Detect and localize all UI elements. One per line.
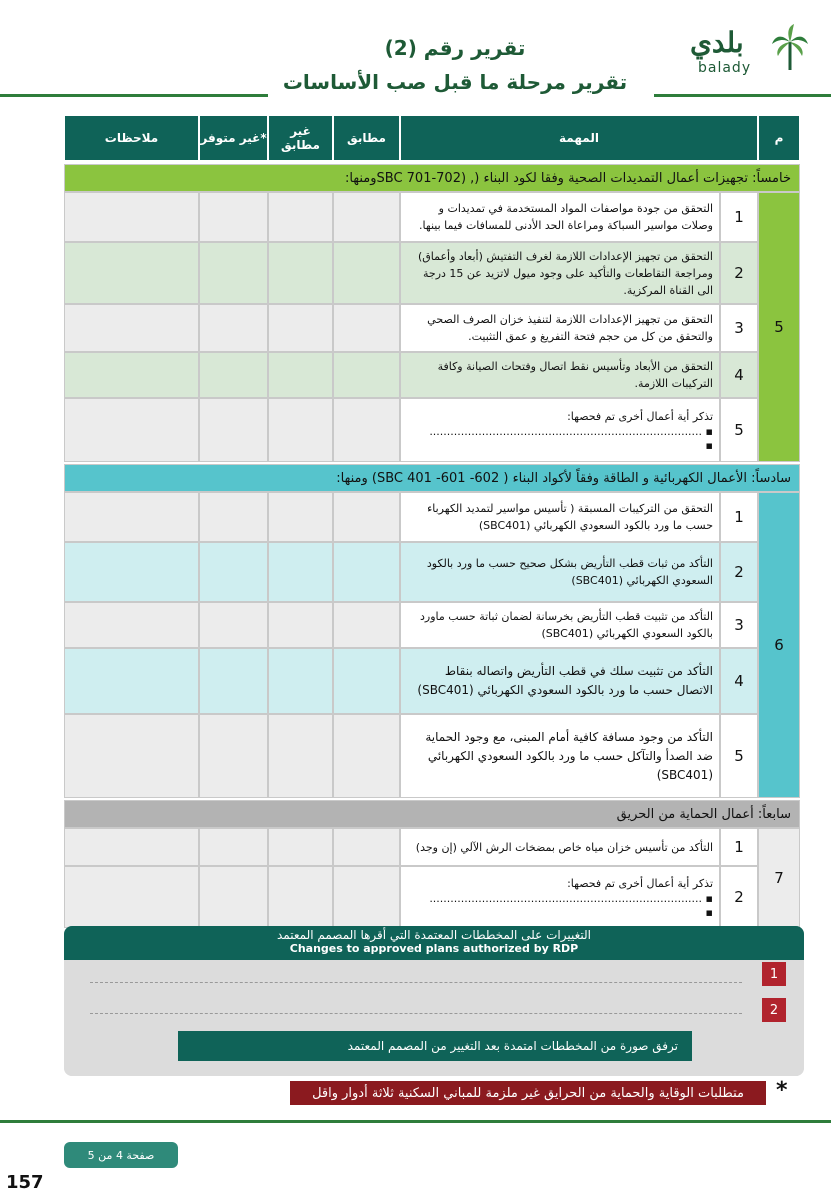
dotted-line-2[interactable]: ▪ [705, 438, 713, 452]
match-cell[interactable] [333, 602, 400, 648]
section-5-title: خامساً: تجهيزات أعمال التمديدات الصحية وفقا لكود البناء (, (SBC 701-702ومنها: [64, 164, 800, 192]
other-works-label: تذكر أية أعمال أخرى تم فحصها: [567, 409, 713, 423]
not-match-cell[interactable] [268, 602, 333, 648]
not-available-cell[interactable] [199, 398, 268, 462]
not-match-cell[interactable] [268, 492, 333, 542]
notes-cell[interactable] [64, 192, 199, 242]
row-task: التحقق من تجهيز الإعدادات اللازمة لتنفيذ خزان الصرف الصحي والتحقق من كل من حجم فتحة التفريغ و عمق التثبيت. [400, 304, 720, 352]
notes-cell[interactable] [64, 648, 199, 714]
section-6-number: 6 [758, 492, 800, 798]
not-match-cell[interactable] [268, 242, 333, 304]
logo-text-en: balady [698, 60, 752, 76]
notes-cell[interactable] [64, 828, 199, 866]
logo-text-ar: بلدي [690, 26, 744, 59]
match-cell[interactable] [333, 542, 400, 602]
notes-cell[interactable] [64, 866, 199, 928]
footnote-star: * [776, 1078, 788, 1103]
not-match-cell[interactable] [268, 648, 333, 714]
not-available-cell[interactable] [199, 602, 268, 648]
changes-title-ar: التغييرات على المخططات المعتمدة التي أقرها المصمم المعتمد [276, 928, 592, 942]
not-available-cell[interactable] [199, 714, 268, 798]
section-7-number: 7 [758, 828, 800, 928]
row-task: التأكد من ثبات قطب التأريض بشكل صحيح حسب ما ورد بالكود السعودي الكهربائي (SBC401) [400, 542, 720, 602]
row-number: 1 [720, 828, 758, 866]
notes-cell[interactable] [64, 242, 199, 304]
notes-cell[interactable] [64, 304, 199, 352]
not-match-cell[interactable] [268, 192, 333, 242]
not-match-cell[interactable] [268, 304, 333, 352]
not-match-cell[interactable] [268, 542, 333, 602]
not-match-cell[interactable] [268, 398, 333, 462]
not-match-cell[interactable] [268, 714, 333, 798]
header-line-right [654, 94, 831, 97]
not-available-cell[interactable] [199, 542, 268, 602]
row-task: التحقق من الأبعاد وتأسيس نقط اتصال وفتحات الصيانة وكافة التركيبات اللازمة. [400, 352, 720, 398]
match-cell[interactable] [333, 866, 400, 928]
row-task [400, 398, 720, 462]
change-number-1: 1 [762, 962, 786, 986]
row-number: 4 [720, 352, 758, 398]
not-available-cell[interactable] [199, 492, 268, 542]
change-number-2: 2 [762, 998, 786, 1022]
report-number-title: تقرير رقم (2) [384, 36, 526, 60]
not-match-cell[interactable] [268, 828, 333, 866]
col-task-header: المهمة [400, 115, 758, 161]
not-available-cell[interactable] [199, 866, 268, 928]
changes-title-en: Changes to approved plans authorized by RDP [289, 942, 579, 955]
not-available-cell[interactable] [199, 648, 268, 714]
notes-cell[interactable] [64, 352, 199, 398]
dotted-line-1[interactable]: ▪ .............................................................................. [429, 424, 713, 438]
other-works-label: تذكر أية أعمال أخرى تم فحصها: [567, 876, 713, 890]
changes-header [64, 926, 804, 960]
attach-plans-note: ترفق صورة من المخططات امتمدة بعد التغيير من المصمم المعتمد [178, 1031, 692, 1061]
match-cell[interactable] [333, 304, 400, 352]
row-task [400, 866, 720, 928]
row-number: 3 [720, 602, 758, 648]
notes-cell[interactable] [64, 492, 199, 542]
dotted-line-1[interactable]: ▪ .............................................................................. [429, 891, 713, 905]
row-task: التأكد من تثبيت سلك في قطب التأريض واتصاله بنقاط الاتصال حسب ما ورد بالكود السعودي الكهربائي (SBC401) [400, 648, 720, 714]
page-number: 157 [6, 1172, 44, 1193]
match-cell[interactable] [333, 648, 400, 714]
match-cell[interactable] [333, 492, 400, 542]
dotted-line-2[interactable]: ▪ [705, 905, 713, 919]
fire-protection-footnote: متطلبات الوقاية والحماية من الحرايق غير ملزمة للمباني السكنية ثلاثة أدوار واقل [290, 1081, 766, 1105]
page-indicator: صفحة 4 من 5 [64, 1142, 178, 1168]
notes-cell[interactable] [64, 714, 199, 798]
col-notes-header: ملاحظات [64, 115, 199, 161]
row-task: التحقق من تجهيز الإعدادات اللازمة لغرف التفتيش (أبعاد وأعماق) ومراجعة التقاطعات والتأكيد على وجود ميول لاتزيد عن 15 درجة الى القناة المركزية. [400, 242, 720, 304]
match-cell[interactable] [333, 192, 400, 242]
row-number: 3 [720, 304, 758, 352]
row-task: التأكد من تأسيس خزان مياه خاص بمضخات الرش الآلي (إن وجد) [400, 828, 720, 866]
row-number: 4 [720, 648, 758, 714]
change-line-2[interactable] [90, 1013, 742, 1014]
not-match-cell[interactable] [268, 352, 333, 398]
row-number: 1 [720, 492, 758, 542]
balady-logo [690, 20, 810, 82]
col-num-header: م [758, 115, 800, 161]
notes-cell[interactable] [64, 602, 199, 648]
match-cell[interactable] [333, 828, 400, 866]
not-available-cell[interactable] [199, 242, 268, 304]
row-number: 5 [720, 398, 758, 462]
not-available-cell[interactable] [199, 828, 268, 866]
section-5-number: 5 [758, 192, 800, 462]
row-task: التحقق من جودة مواصفات المواد المستخدمة في تمديدات و وصلات مواسير السباكة ومراعاة الحد الأدنى للمسافات فيما بينها. [400, 192, 720, 242]
notes-cell[interactable] [64, 542, 199, 602]
not-match-cell[interactable] [268, 866, 333, 928]
row-task: التأكد من تثبيت قطب التأريض بخرسانة لضمان ثباتة حسب ماورد بالكود السعودي الكهربائي (SBC401) [400, 602, 720, 648]
section-7-title: سابعاً: أعمال الحماية من الحريق [64, 800, 800, 828]
row-task: التأكد من وجود مسافة كافية أمام المبنى، مع وجود الحماية ضد الصدأ والتآكل حسب ما ورد بالكود السعودي الكهربائي (SBC401) [400, 714, 720, 798]
row-number: 2 [720, 866, 758, 928]
row-number: 2 [720, 542, 758, 602]
notes-cell[interactable] [64, 398, 199, 462]
match-cell[interactable] [333, 352, 400, 398]
match-cell[interactable] [333, 398, 400, 462]
row-task: التحقق من التركيبات المسبقة ( تأسيس مواسير لتمديد الكهرباء حسب ما ورد بالكود السعودي الكهربائي (SBC401) [400, 492, 720, 542]
row-number: 1 [720, 192, 758, 242]
col-not-match-header: غير مطابق [268, 115, 333, 161]
col-match-header: مطابق [333, 115, 400, 161]
col-not-available-header: غير متوفر* [199, 115, 268, 161]
section-6-title: سادساً: الأعمال الكهربائية و الطاقة وفقاً لأكواد البناء ( 602- 601- SBC 401) ومنها: [64, 464, 800, 492]
report-stage-title: تقرير مرحلة ما قبل صب الأساسات [282, 70, 628, 94]
not-available-cell[interactable] [199, 304, 268, 352]
palm-icon [770, 24, 810, 72]
change-line-1[interactable] [90, 982, 742, 983]
not-available-cell[interactable] [199, 192, 268, 242]
not-available-cell[interactable] [199, 352, 268, 398]
match-cell[interactable] [333, 242, 400, 304]
row-number: 5 [720, 714, 758, 798]
header-line-left [0, 94, 268, 97]
footer-line [0, 1120, 831, 1123]
row-number: 2 [720, 242, 758, 304]
match-cell[interactable] [333, 714, 400, 798]
